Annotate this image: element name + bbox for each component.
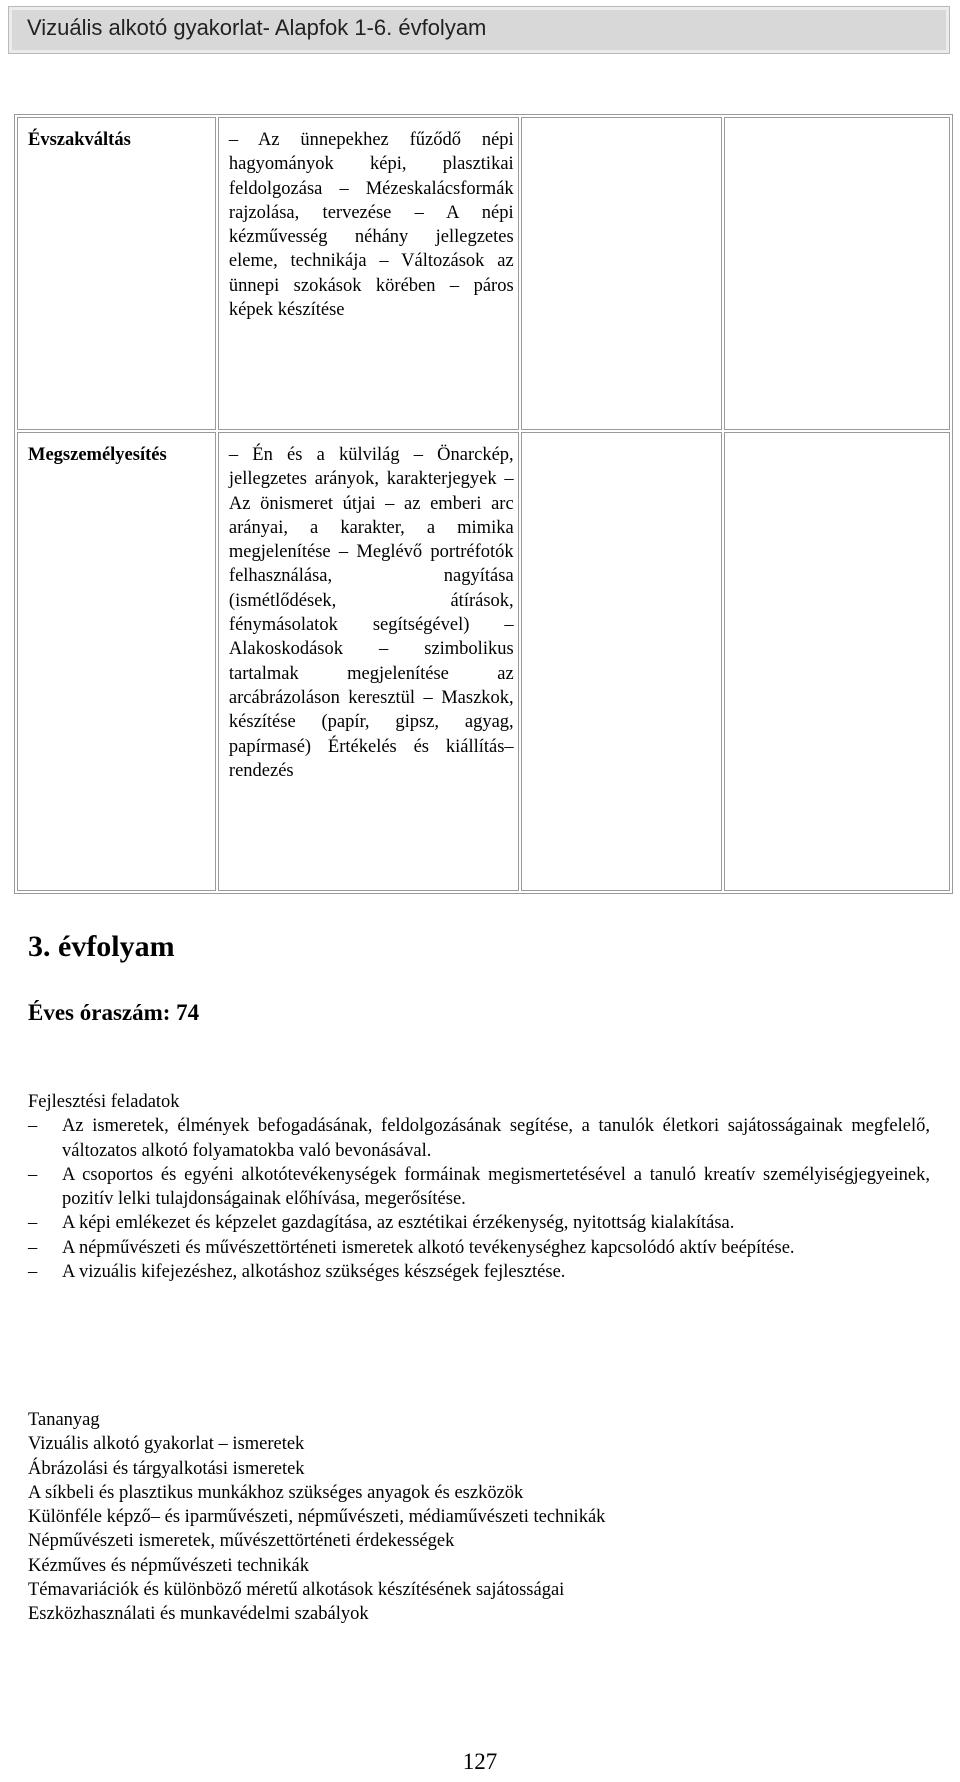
list-item: – Az ismeretek, élmények befogadásának, feldolgozásának segítése, a tanulók életkori sajátosságainak megfelelő, változatos alkotó folyamatokba való bevonásával. — [28, 1114, 930, 1163]
syllabus-line: Népművészeti ismeretek, művészettörténeti érdekességek — [28, 1531, 455, 1552]
list-item: – A vizuális kifejezéshez, alkotáshoz szükséges készségek fejlesztése. — [28, 1260, 930, 1284]
content-text: – Én és a külvilág – Önarckép, jellegzetes arányok, karakterjegyek – Az önismeret útjai – az emberi arc arányai, a karakter, a mimika megjelenítése – Meglévő portréfotók felhasználása, nagyítása (ismétlődések, átírások, fénymásolatok segítségével) – Alakoskodások – szimbolikus tartalmak megjelenítése az arcábrázoláson keresztül – Maszkok, készítése (papír, gipsz, agyag, papírmasé) Értékelés és kiállítás–rendezés — [228, 445, 514, 781]
syllabus-line: Témavariációk és különböző méretű alkotások készítésének sajátosságai — [28, 1580, 565, 1601]
syllabus-line: Különféle képző– és iparművészeti, népművészeti, médiaművészeti technikák — [28, 1507, 606, 1528]
list-item: – A népművészeti és művészettörténeti ismeretek alkotó tevékenységhez kapcsolódó aktív beépítése. — [28, 1236, 930, 1260]
empty-cell — [521, 117, 723, 430]
page-number: 127 — [462, 1749, 498, 1774]
content-cell — [218, 432, 519, 891]
syllabus-line: Kézműves és népművészeti technikák — [28, 1555, 309, 1576]
content-cell — [218, 117, 519, 430]
content-text: – Az ünnepekhez fűződő népi hagyományok képi, plasztikai feldolgozása – Mézeskalácsformák rajzolása, tervezése – A népi kézművesség néhány jellegzetes eleme, technikája – Változások az ünnepi szokások körében – páros képek készítése — [228, 130, 514, 321]
topic-cell: Évszakváltás — [17, 117, 216, 430]
list-item: – A csoportos és egyéni alkotótevékenységek formáinak megismertetésével a tanuló kreatív személyiségjegyeinek, pozitív lelki tulajdonságainak előhívása, megerősítése. — [28, 1163, 930, 1212]
syllabus-line: Eszközhasználati és munkavédelmi szabályok — [28, 1604, 369, 1625]
topic-cell: Megszemélyesítés — [17, 432, 216, 891]
syllabus-label: Tananyag — [28, 1410, 100, 1430]
document-title: Vizuális alkotó gyakorlat- Alapfok 1-6. évfolyam — [27, 15, 487, 40]
document-header — [8, 6, 950, 54]
development-tasks — [28, 1090, 930, 1284]
curriculum-table — [14, 114, 953, 894]
table-row — [17, 432, 950, 891]
empty-cell — [724, 117, 950, 430]
syllabus-line: Vizuális alkotó gyakorlat – ismeretek — [28, 1434, 305, 1455]
table-row — [17, 117, 950, 430]
empty-cell — [521, 432, 723, 891]
syllabus-line: Ábrázolási és tárgyalkotási ismeretek — [28, 1458, 305, 1479]
development-list — [28, 1114, 930, 1284]
empty-cell — [724, 432, 950, 891]
grade-heading: 3. évfolyam — [28, 930, 175, 963]
syllabus — [28, 1408, 908, 1627]
annual-hours: Éves óraszám: 74 — [28, 1000, 200, 1025]
syllabus-line: A síkbeli és plasztikus munkákhoz szükséges anyagok és eszközök — [28, 1482, 524, 1503]
list-item: – A képi emlékezet és képzelet gazdagítása, az esztétikai érzékenység, nyitottság kialakítása. — [28, 1211, 930, 1235]
development-label: Fejlesztési feladatok — [28, 1092, 180, 1112]
